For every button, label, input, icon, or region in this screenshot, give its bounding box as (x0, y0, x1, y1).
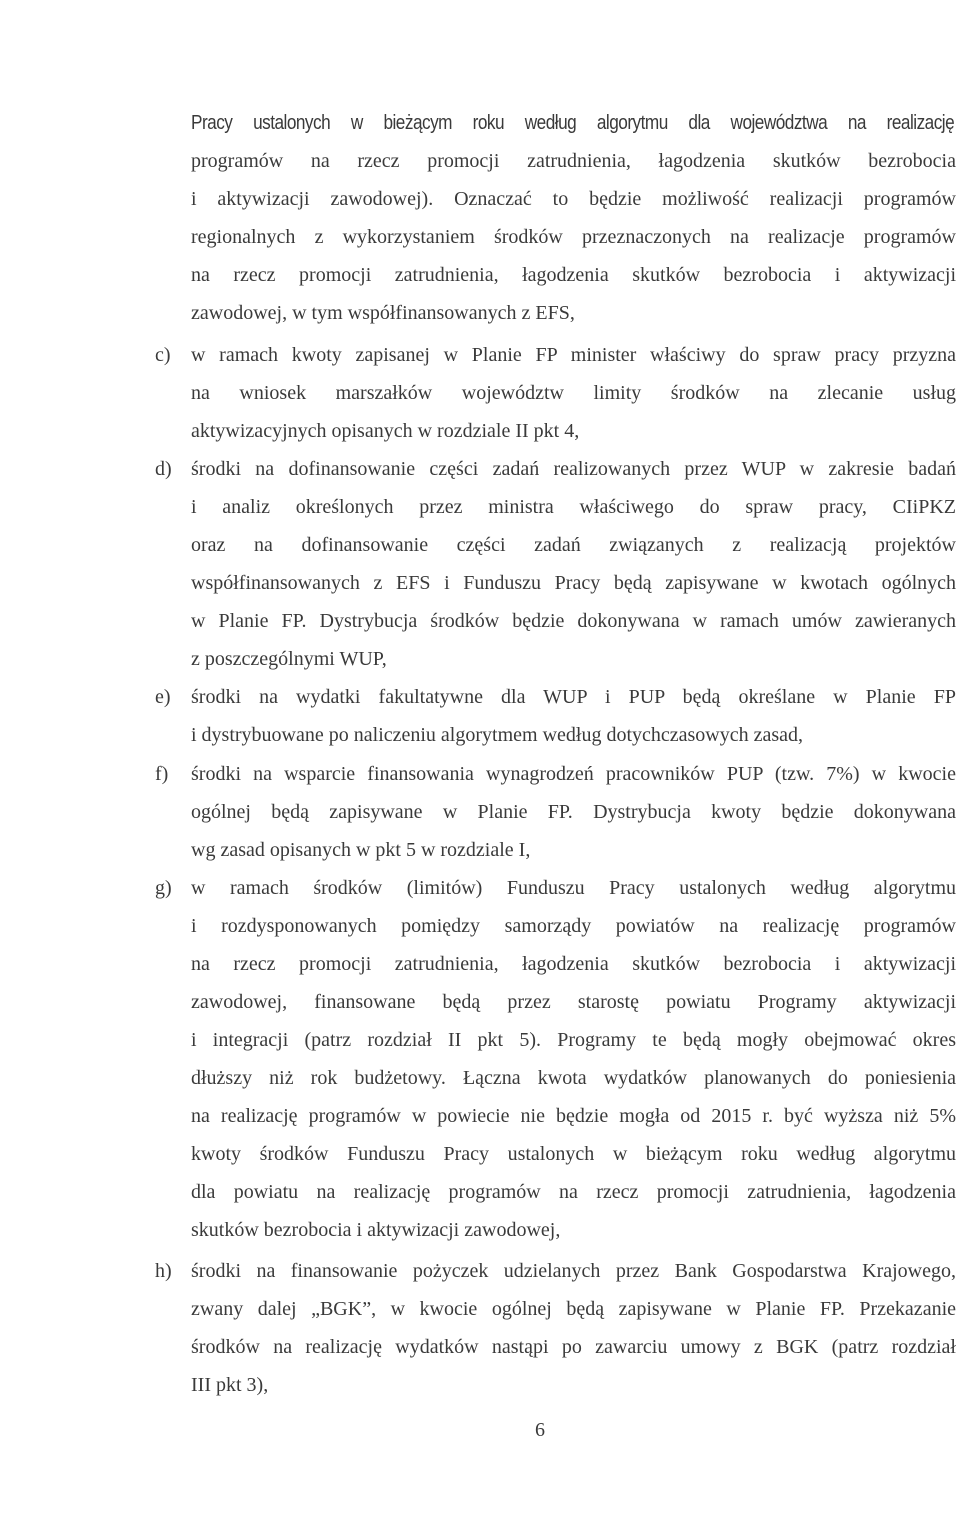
text-line: dłuższy niż rok budżetowy. Łączna kwota wydatków planowanych do poniesienia (191, 1067, 956, 1089)
text-line: Pracy ustalonych w bieżącym roku według algorytmu dla województwa na realizację (191, 112, 955, 134)
text-line: środki na wydatki fakultatywne dla WUP i PUP będą określane w Planie FP (191, 686, 956, 708)
list-item-f (155, 755, 956, 869)
list-marker: f) (155, 763, 169, 785)
list-item-e (155, 678, 956, 754)
text-line: z poszczególnymi WUP, (191, 648, 387, 670)
text-line: regionalnych z wykorzystaniem środków przeznaczonych na realizacje programów (191, 226, 956, 248)
text-line: na rzecz promocji zatrudnienia, łagodzenia skutków bezrobocia i aktywizacji (191, 953, 956, 975)
list-marker: e) (155, 686, 171, 708)
text-line: środków na realizację wydatków nastąpi po zawarciu umowy z BGK (patrz rozdział (191, 1336, 956, 1358)
text-line: zawodowej, w tym współfinansowanych z EFS, (191, 302, 575, 324)
text-line: i integracji (patrz rozdział II pkt 5). Programy te będą mogły obejmować okres (191, 1029, 956, 1051)
text-line: i analiz określonych przez ministra właściwego do spraw pracy, CIiPKZ (191, 496, 956, 518)
text-line: środki na finansowanie pożyczek udzielanych przez Bank Gospodarstwa Krajowego, (191, 1260, 956, 1282)
list-marker: h) (155, 1260, 172, 1282)
text-line: zawodowej, finansowane będą przez starostę powiatu Programy aktywizacji (191, 991, 956, 1013)
text-line: aktywizacyjnych opisanych w rozdziale II pkt 4, (191, 420, 580, 442)
text-line: w ramach środków (limitów) Funduszu Pracy ustalonych według algorytmu (191, 877, 956, 899)
text-line: środki na wsparcie finansowania wynagrodzeń pracowników PUP (tzw. 7%) w kwocie (191, 763, 956, 785)
list-item-h (155, 1252, 956, 1404)
text-line: na rzecz promocji zatrudnienia, łagodzenia skutków bezrobocia i aktywizacji (191, 264, 956, 286)
text-line: w Planie FP. Dystrybucja środków będzie dokonywana w ramach umów zawieranych (191, 610, 956, 632)
list-marker: c) (155, 344, 171, 366)
intro-paragraph (191, 104, 956, 332)
text-line: i rozdysponowanych pomiędzy samorządy powiatów na realizację programów (191, 915, 956, 937)
text-line: kwoty środków Funduszu Pracy ustalonych w bieżącym roku według algorytmu (191, 1143, 956, 1165)
list-marker: g) (155, 877, 172, 899)
text-line: oraz na dofinansowanie części zadań związanych z realizacją projektów (191, 534, 956, 556)
page-number: 6 (535, 1419, 545, 1441)
text-line: w ramach kwoty zapisanej w Planie FP minister właściwy do spraw pracy przyzna (191, 344, 956, 366)
text-line: i aktywizacji zawodowej). Oznaczać to będzie możliwość realizacji programów (191, 188, 956, 210)
text-line: ogólnej będą zapisywane w Planie FP. Dystrybucja kwoty będzie dokonywana (191, 801, 956, 823)
text-line: dla powiatu na realizację programów na rzecz promocji zatrudnienia, łagodzenia (191, 1181, 956, 1203)
list-item-d (155, 450, 956, 678)
text-line: współfinansowanych z EFS i Funduszu Pracy będą zapisywane w kwotach ogólnych (191, 572, 956, 594)
text-line: programów na rzecz promocji zatrudnienia, łagodzenia skutków bezrobocia (191, 150, 956, 172)
text-line: środki na dofinansowanie części zadań realizowanych przez WUP w zakresie badań (191, 458, 956, 480)
text-line: III pkt 3), (191, 1374, 269, 1396)
text-line: na realizację programów w powiecie nie będzie mogła od 2015 r. być wyższa niż 5% (191, 1105, 956, 1127)
list-item-c (155, 336, 956, 450)
text-line: zwany dalej „BGK”, w kwocie ogólnej będą zapisywane w Planie FP. Przekazanie (191, 1298, 956, 1320)
list-marker: d) (155, 458, 172, 480)
text-line: i dystrybuowane po naliczeniu algorytmem według dotychczasowych zasad, (191, 724, 804, 746)
text-line: na wniosek marszałków województw limity środków na zlecanie usług (191, 382, 956, 404)
text-line: wg zasad opisanych w pkt 5 w rozdziale I, (191, 839, 531, 861)
text-line: skutków bezrobocia i aktywizacji zawodowej, (191, 1219, 561, 1241)
list-item-g (155, 869, 956, 1249)
